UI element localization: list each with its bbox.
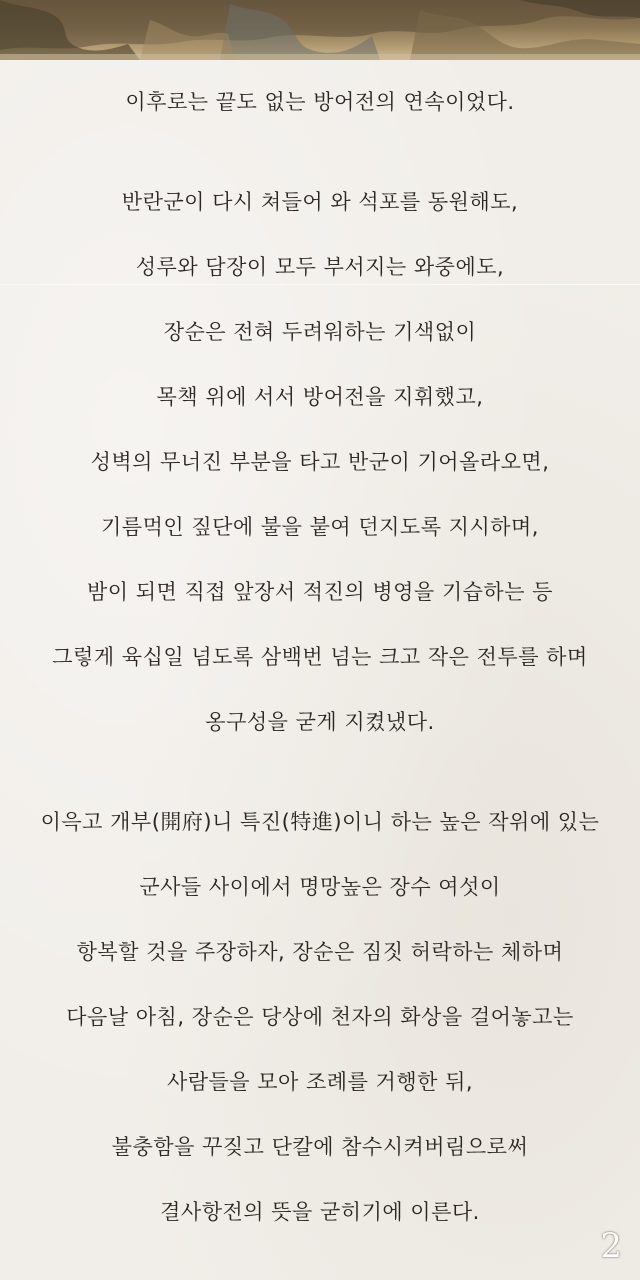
text-line: 성벽의 무너진 부분을 타고 반군이 기어올라오면, (90, 450, 550, 474)
text-line: 군사들 사이에서 명망높은 장수 여섯이 (139, 875, 501, 899)
text-line: 기름먹인 짚단에 불을 붙여 던지도록 지시하며, (101, 515, 539, 539)
text-line: 항복할 것을 주장하자, 장순은 짐짓 허락하는 체하며 (76, 940, 564, 964)
landscape-painting-icon (0, 0, 640, 60)
text-line: 그렇게 육십일 넘도록 삼백번 넘는 크고 작은 전투를 하며 (52, 645, 588, 669)
text-line: 옹구성을 굳게 지켰냈다. (205, 710, 435, 734)
text-line: 결사항전의 뜻을 굳히기에 이른다. (160, 1200, 480, 1224)
text-line: 목책 위에 서서 방어전을 지휘했고, (156, 385, 484, 409)
text-line: 다음날 아침, 장순은 당상에 천자의 화상을 걸어놓고는 (66, 1005, 574, 1029)
text-line: 반란군이 다시 쳐들어 와 석포를 동원해도, (121, 190, 519, 214)
paper-seam (0, 284, 640, 285)
text-line: 밤이 되면 직접 앞장서 적진의 병영을 기습하는 등 (87, 580, 553, 604)
text-line: 사람들을 모아 조례를 거행한 뒤, (166, 1070, 474, 1094)
text-line: 불충함을 꾸짖고 단칼에 참수시켜버림으로써 (111, 1135, 529, 1159)
page-number: 2 (600, 1226, 622, 1266)
text-line: 장순은 전혀 두려워하는 기색없이 (163, 320, 477, 344)
header-painting (0, 0, 640, 60)
text-line: 이윽고 개부(開府)니 특진(特進)이니 하는 높은 작위에 있는 (40, 810, 600, 834)
text-line: 이후로는 끝도 없는 방어전의 연속이었다. (125, 90, 515, 114)
text-line: 성루와 담장이 모두 부서지는 와중에도, (135, 255, 505, 279)
